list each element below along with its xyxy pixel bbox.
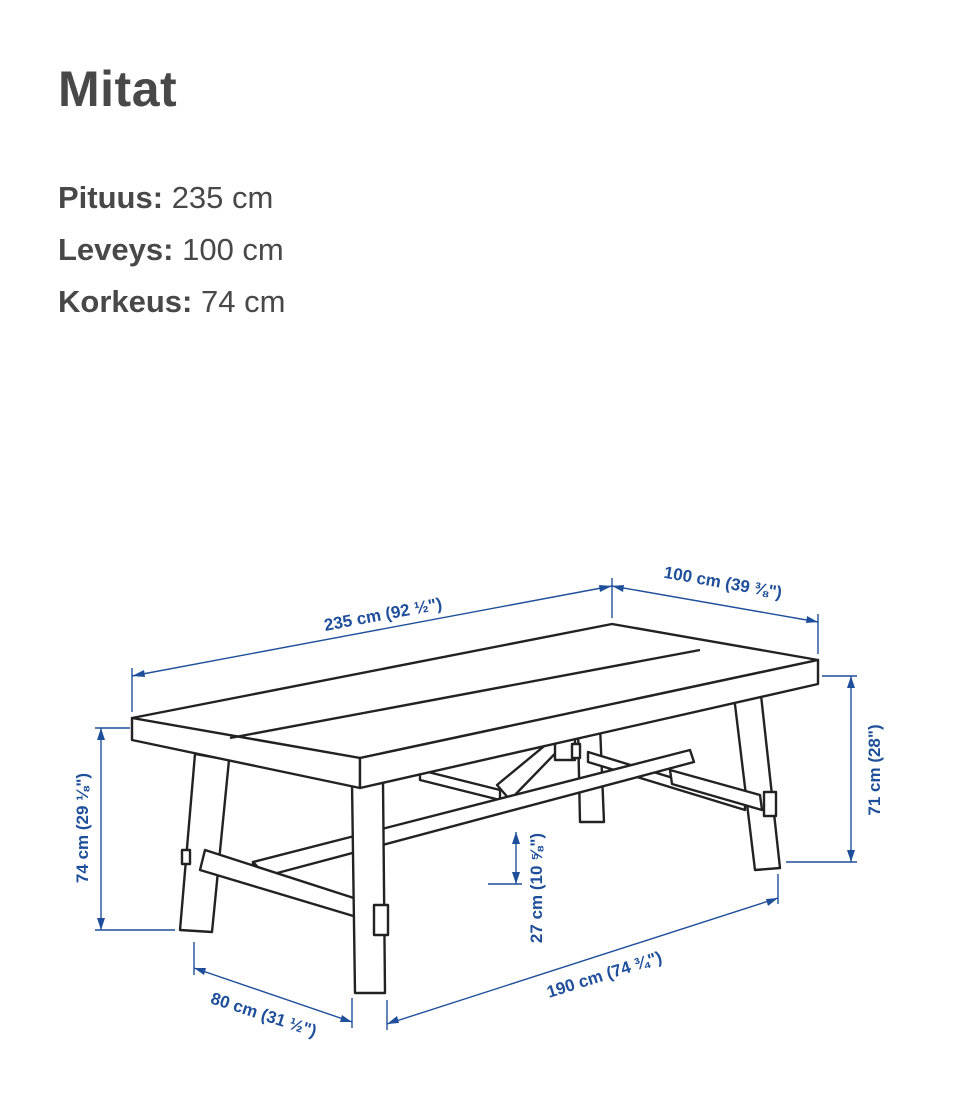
wedge-right xyxy=(764,792,776,816)
spec-height xyxy=(58,276,285,328)
spec-width-label: Leveys: xyxy=(58,232,174,267)
dim-leg-span-width-label: 80 cm (31 ½") xyxy=(208,988,320,1041)
dim-length-label: 235 cm (92 ½") xyxy=(322,594,444,635)
dim-height-total-label: 74 cm (29 ⅛") xyxy=(73,772,92,884)
dim-stretcher-height-label: 27 cm (10 ⅝") xyxy=(527,832,546,944)
table-illustration xyxy=(132,624,818,993)
wedge-left xyxy=(374,905,388,935)
spec-length-value: 235 cm xyxy=(171,180,274,215)
table-dimension-drawing xyxy=(0,540,960,1060)
spec-height-value: 74 cm xyxy=(201,284,286,319)
dim-width-label: 100 cm (39 ⅜") xyxy=(662,562,784,603)
wedge-back xyxy=(572,744,580,758)
spec-list xyxy=(58,172,285,328)
front-left-leg xyxy=(180,754,229,932)
dim-leg-span-length-label: 190 cm (74 ¾") xyxy=(544,947,665,1002)
spec-length xyxy=(58,172,285,224)
right-trestle-leg xyxy=(733,686,780,870)
dim-height-clearance-label: 71 cm (28") xyxy=(865,724,884,816)
spec-height-label: Korkeus: xyxy=(58,284,193,319)
wedge-small xyxy=(182,850,190,864)
spec-width-value: 100 cm xyxy=(182,232,284,267)
spec-length-label: Pituus: xyxy=(58,180,164,215)
spec-width xyxy=(58,224,285,276)
page-title: Mitat xyxy=(58,61,178,117)
front-center-leg xyxy=(352,782,385,993)
